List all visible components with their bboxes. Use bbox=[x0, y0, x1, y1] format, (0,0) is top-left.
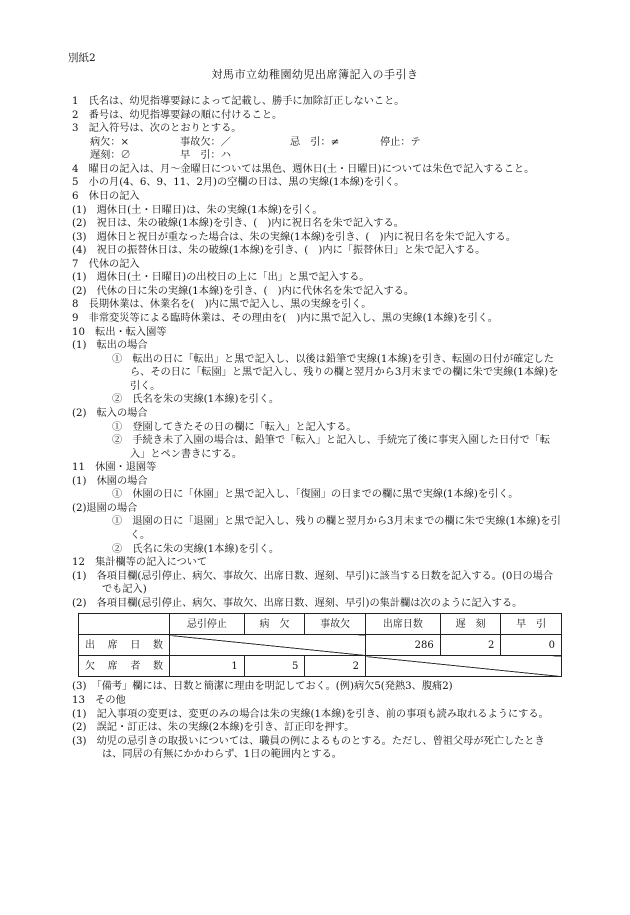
list-item: (1) 休園の場合 bbox=[72, 475, 148, 487]
list-item: (3) 「備考」欄には、日数と簡潔に理由を明記しておく。(例)病欠5(発熱3、腹痛2) bbox=[72, 681, 453, 693]
symbol-suspension: 停止：テ bbox=[380, 136, 421, 148]
table-cell: 286 bbox=[365, 635, 440, 656]
table-cell: 0 bbox=[501, 635, 562, 656]
summary-table bbox=[78, 613, 562, 677]
header-cell: 遅 刻 bbox=[440, 614, 501, 635]
list-item: (4) 祝日の振替休日は、朱の破線(1本線)を引き、( )内に「振替休日」と朱で記入する。 bbox=[72, 245, 486, 257]
diagonal-cell bbox=[365, 656, 561, 677]
table-cell: 1 bbox=[170, 656, 245, 677]
list-item: ① 退園の日に「退園」と黒で記入し、残りの欄と翌月から3月末までの欄に朱で実線(1本線)を引く。 bbox=[112, 516, 561, 541]
symbol-accident: 事故欠：／ bbox=[180, 136, 231, 148]
list-item: ② 氏名を朱の実線(1本線)を引く。 bbox=[112, 394, 280, 406]
symbol-late: 遅刻：∅ bbox=[90, 150, 131, 162]
list-item: ② 手続き未了入園の場合は、鉛筆で「転入」と記入し、手続完了後に事実入園した日付で「転入」とペン書きにする。 bbox=[112, 435, 551, 460]
list-item: (1) 各項目欄(忌引停止、病欠、事故欠、出席日数、遅刻、早引)に該当する日数を記入する。(0日の場合でも記入) bbox=[72, 570, 554, 596]
item-2: 2 番号は、幼児指導要録の順に付けること。 bbox=[72, 109, 283, 121]
header-cell: 病 欠 bbox=[244, 614, 305, 635]
table-row bbox=[79, 635, 562, 656]
table-cell: 2 bbox=[440, 635, 501, 656]
table-row bbox=[79, 656, 562, 677]
attachment-label: 別紙2 bbox=[68, 52, 96, 64]
list-item: (2) 代休の日に朱の実線(1本線)を引き、( )内に代休名を朱で記入する。 bbox=[72, 285, 415, 297]
list-item: 13 その他 bbox=[72, 694, 126, 706]
list-item: 10 転出・転入園等 bbox=[72, 326, 167, 338]
list-item: 6 休日の記入 bbox=[72, 190, 140, 202]
list-item: ② 氏名に朱の実線(1本線)を引く。 bbox=[112, 543, 280, 555]
item-1: 1 氏名は、幼児指導要録によって記載し、勝手に加除訂正しないこと。 bbox=[72, 96, 405, 107]
row-label: 欠席者数 bbox=[79, 656, 170, 677]
list-item: (2) 各項目欄(忌引停止、病欠、事故欠、出席日数、遅刻、早引)の集計欄は次のように記入する。 bbox=[72, 597, 523, 609]
list-item: (3) 週休日と祝日が重なった場合は、朱の実線(1本線)を引き、( )内に祝日名を朱で記入する。 bbox=[72, 231, 516, 243]
list-item: (1) 週休日(土・日曜日)の出校日の上に「出」と黒で記入する。 bbox=[72, 272, 370, 284]
list-item: 8 長期休業は、休業名を( )内に黒で記入し、黒の実線を引く。 bbox=[72, 299, 372, 311]
table-cell: 5 bbox=[244, 656, 305, 677]
list-item: (1) 記入事項の変更は、変更のみの場合は朱の実線(1本線)を引き、前の事項も読み取れるようにする。 bbox=[72, 708, 549, 720]
items-after-table bbox=[72, 680, 562, 761]
list-item: 12 集計欄等の記入について bbox=[72, 557, 208, 569]
items-before-table bbox=[72, 163, 562, 611]
list-item: (3) 幼児の忌引きの取扱いについては、職員の例によるものとする。ただし、曾祖父母が死亡したときは、同居の有無にかかわらず、1日の範囲内とする。 bbox=[72, 735, 545, 761]
list-item: (2) 誤記・訂正は、朱の実線(2本線)を引き、訂正印を押す。 bbox=[72, 722, 355, 734]
header-cell: 出席日数 bbox=[365, 614, 440, 635]
table-header-row bbox=[79, 614, 562, 635]
symbol-row-2 bbox=[72, 149, 562, 163]
list-item: ① 登園してきたその日の欄に「転入」と記入する。 bbox=[112, 421, 357, 433]
list-item: 4 曜日の記入は、月〜金曜日については黒色、週休日(土・日曜日)については朱色で記入すること。 bbox=[72, 163, 535, 175]
header-cell: 事故欠 bbox=[305, 614, 366, 635]
list-item: 7 代休の記入 bbox=[72, 258, 140, 270]
list-item: 9 非常変災等による臨時休業は、その理由を( )内に黒で記入し、黒の実線(1本線)を引く。 bbox=[72, 313, 498, 324]
list-item: 11 休園・退園等 bbox=[72, 462, 157, 474]
list-item: ① 転出の日に「転出」と黒で記入し、以後は鉛筆で実線(1本線)を引き、転園の日付が確定したら、その日に「転園」と黒で記入し、残りの欄と翌月から3月末までの欄に朱で実線(1本線)を引く。 bbox=[112, 353, 559, 392]
page-title: 対馬市立幼稚園幼児出席簿記入の手引き bbox=[211, 68, 419, 81]
list-item: (2) 転入の場合 bbox=[72, 407, 148, 419]
symbol-row-1 bbox=[72, 136, 562, 150]
list-item: (2) 祝日は、朱の破線(1本線)を引き、( )内に祝日名を朱で記入する。 bbox=[72, 218, 404, 230]
symbol-sick: 病欠：× bbox=[90, 136, 130, 148]
symbol-early-leave: 早 引：ハ bbox=[180, 150, 231, 162]
list-item: (2)退園の場合 bbox=[72, 502, 138, 514]
diagonal-cell bbox=[170, 635, 366, 656]
list-item: (1) 転出の場合 bbox=[72, 340, 148, 352]
row-label: 出席日数 bbox=[79, 635, 170, 656]
symbol-mourning: 忌 引：≠ bbox=[290, 136, 340, 148]
list-item: 5 小の月(4、6、9、11、2月)の空欄の日は、黒の実線(1本線)を引く。 bbox=[72, 177, 405, 189]
list-item: ① 休園の日に「休園」と黒で記入し、「復園」の日までの欄に黒で実線(1本線)を引く。 bbox=[112, 489, 519, 501]
header-cell: 忌引停止 bbox=[170, 614, 245, 635]
table-corner bbox=[79, 614, 170, 635]
item-3: 3 記入符号は、次のとおりとする。 bbox=[72, 123, 242, 135]
header-cell: 早 引 bbox=[501, 614, 562, 635]
table-cell: 2 bbox=[305, 656, 366, 677]
list-item: (1) 週休日(土・日曜日)は、朱の実線(1本線)を引く。 bbox=[72, 204, 323, 216]
document-body bbox=[72, 95, 562, 762]
